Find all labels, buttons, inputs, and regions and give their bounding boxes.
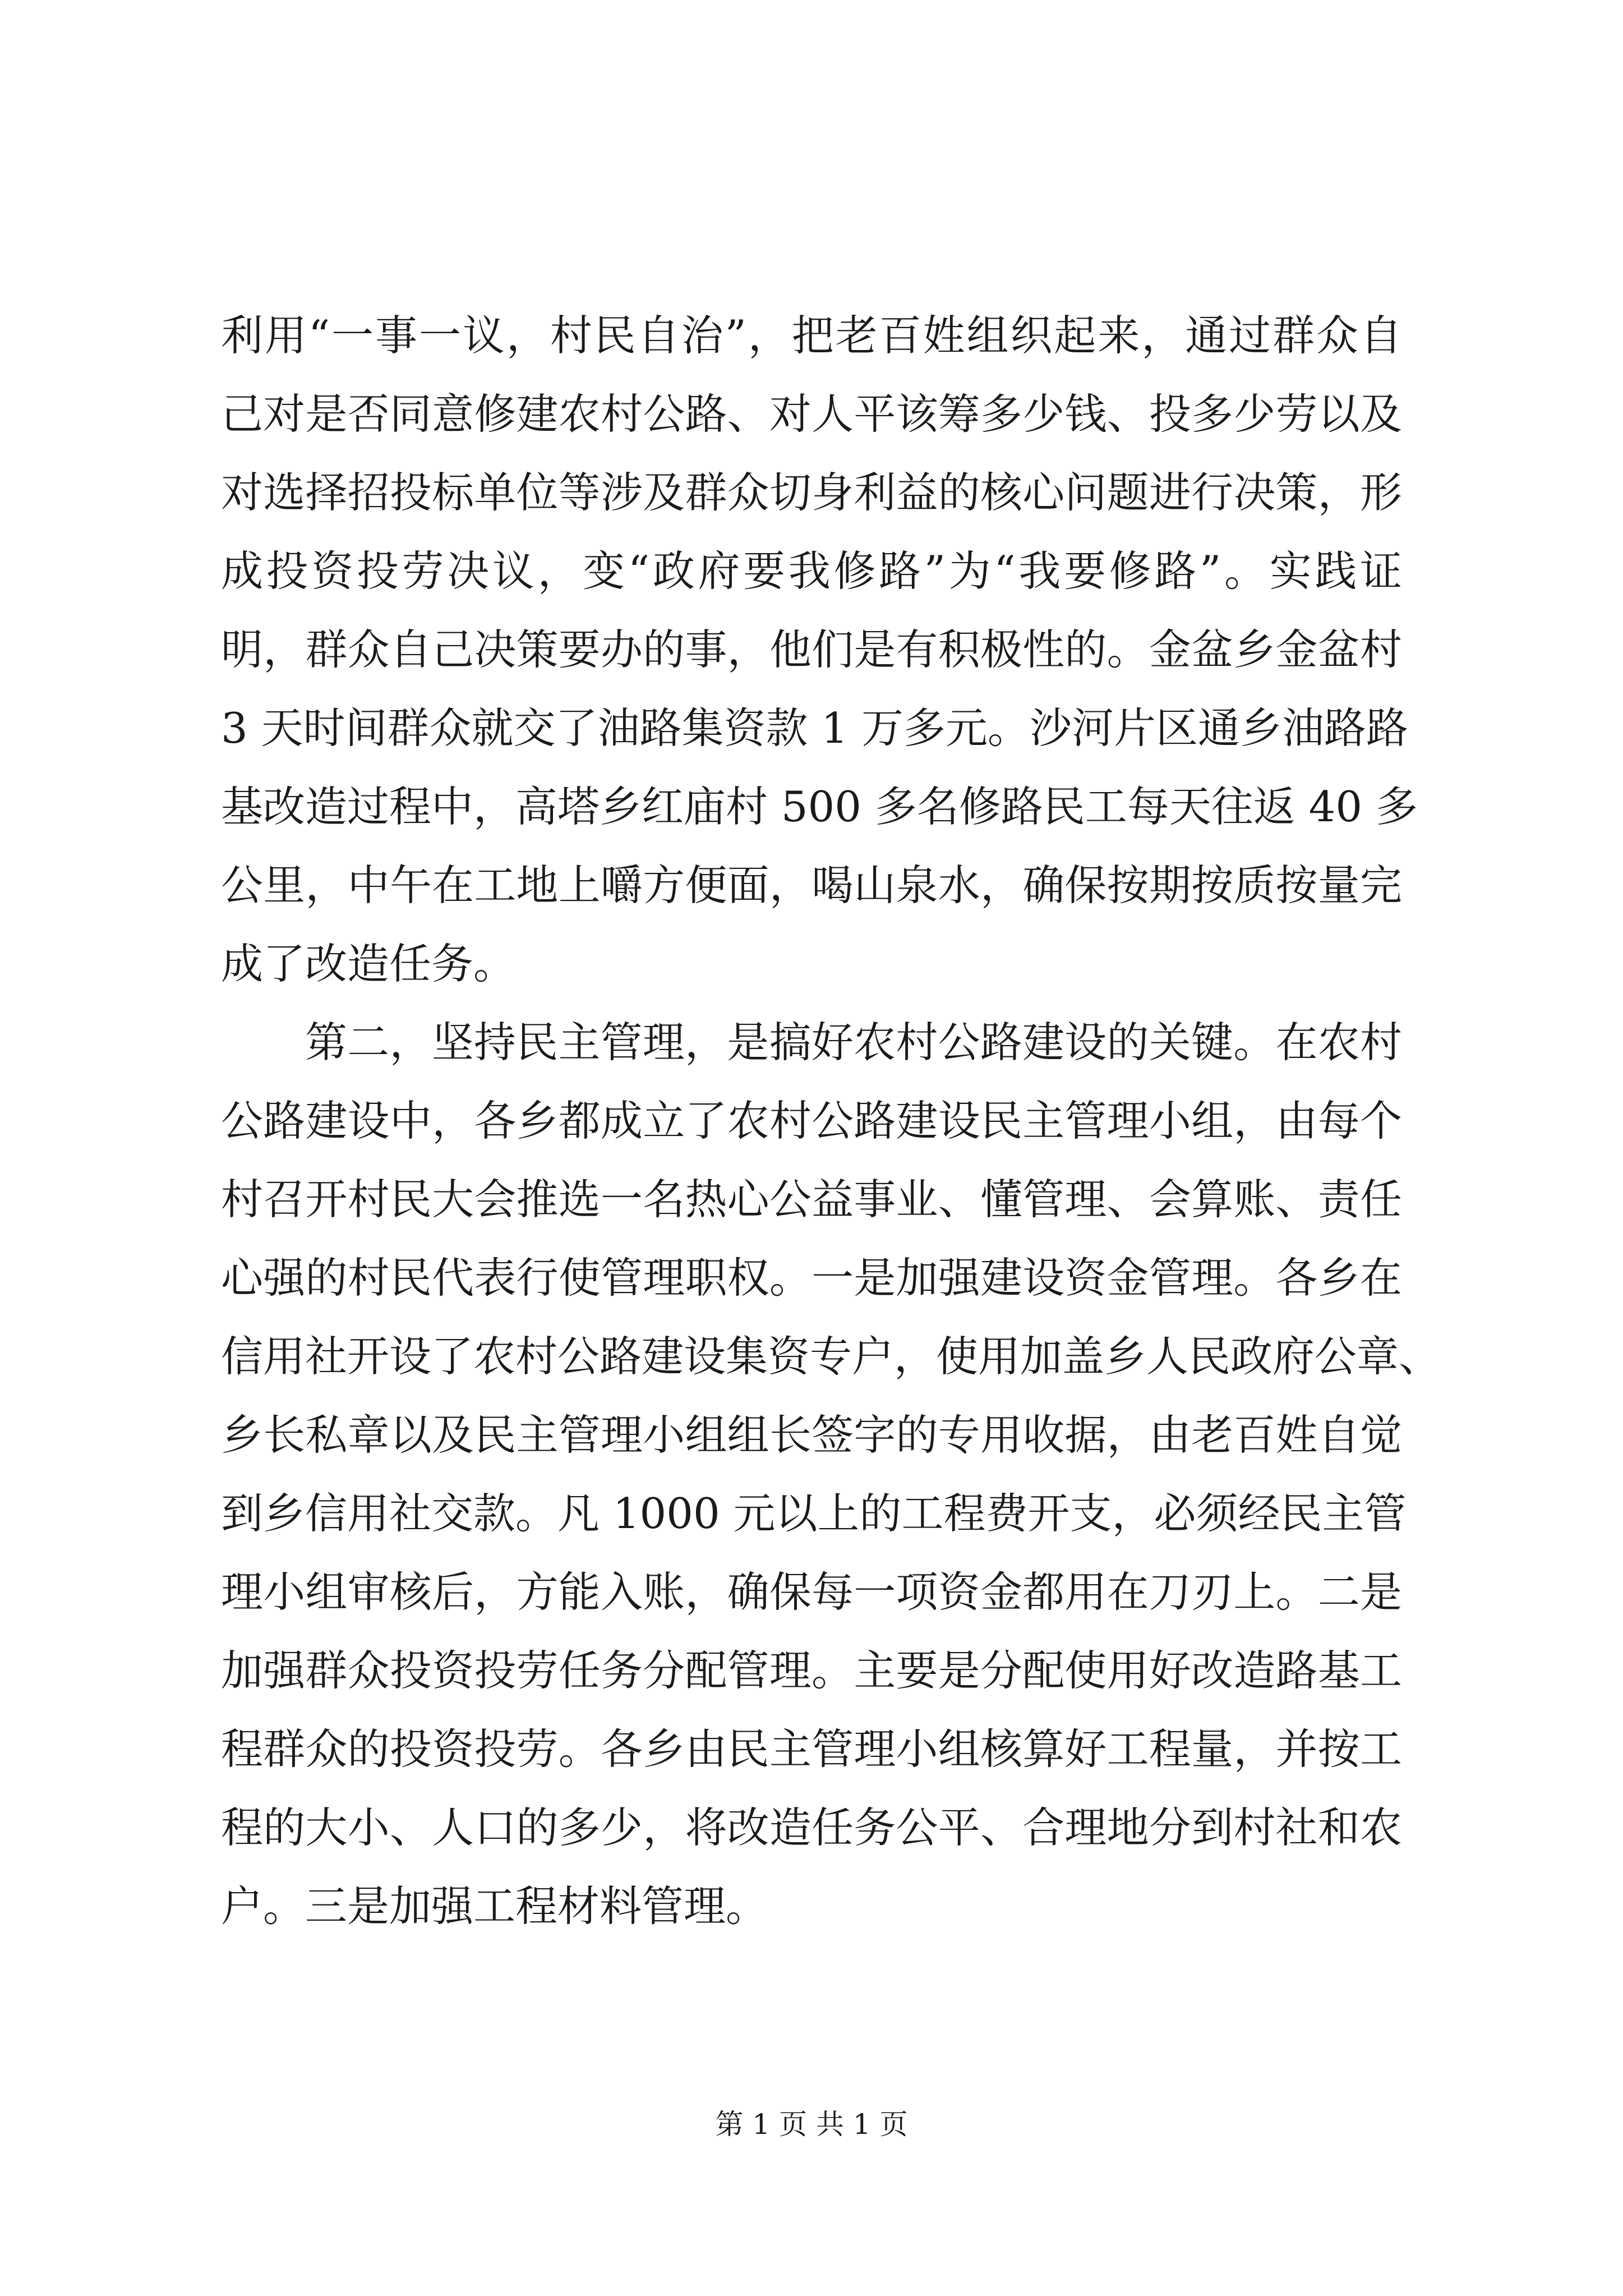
paragraph-line: 利用“一事一议，村民自治”，把老百姓组织起来，通过群众自: [221, 311, 1402, 360]
paragraph-line: 心强的村民代表行使管理职权。一是加强建设资金管理。各乡在: [221, 1253, 1402, 1303]
paragraph-2: [221, 1003, 1441, 1945]
paragraph-line: 理小组审核后，方能入账，确保每一项资金都用在刀刃上。二是: [221, 1567, 1402, 1617]
paragraph-line: 己对是否同意修建农村公路、对人平该筹多少钱、投多少劳以及: [221, 389, 1402, 439]
paragraph-1: [221, 296, 1418, 1003]
paragraph-line: 3 天时间群众就交了油路集资款 1 万多元。沙河片区通乡油路路: [221, 703, 1408, 753]
paragraph-line: 信用社开设了农村公路建设集资专户，使用加盖乡人民政府公章、: [221, 1332, 1441, 1381]
paragraph-line: 对选择招投标单位等涉及群众切身利益的核心问题进行决策，形: [221, 468, 1402, 517]
paragraph-line: 公里，中午在工地上嚼方便面，喝山泉水，确保按期按质按量完: [221, 861, 1402, 910]
paragraph-line: 乡长私章以及民主管理小组组长签字的专用收据，由老百姓自觉: [221, 1410, 1402, 1460]
paragraph-line: 成了改造任务。: [221, 939, 516, 988]
paragraph-line: 加强群众投资投劳任务分配管理。主要是分配使用好改造路基工: [221, 1646, 1402, 1695]
paragraph-line: 第二，坚持民主管理，是搞好农村公路建设的关键。在农村: [305, 1018, 1402, 1067]
page-footer: [0, 2105, 1623, 2144]
paragraph-line: 程群众的投资投劳。各乡由民主管理小组核算好工程量，并按工: [221, 1724, 1402, 1774]
document-body: [221, 296, 1441, 1945]
paragraph-line: 成投资投劳决议，变“政府要我修路”为“我要修路”。实践证: [221, 546, 1402, 596]
paragraph-line: 村召开村民大会推选一名热心公益事业、懂管理、会算账、责任: [221, 1175, 1402, 1224]
paragraph-line: 到乡信用社交款。凡 1000 元以上的工程费开支，必须经民主管: [221, 1489, 1407, 1538]
page-number: 第 1 页 共 1 页: [715, 2108, 908, 2141]
paragraph-line: 户。三是加强工程材料管理。: [221, 1881, 768, 1931]
paragraph-line: 程的大小、人口的多少，将改造任务公平、合理地分到村社和农: [221, 1803, 1402, 1852]
paragraph-line: 基改造过程中，高塔乡红庙村 500 多名修路民工每天往返 40 多: [221, 782, 1418, 831]
paragraph-line: 公路建设中，各乡都成立了农村公路建设民主管理小组，由每个: [221, 1096, 1402, 1145]
paragraph-line: 明，群众自己决策要办的事，他们是有积极性的。金盆乡金盆村: [221, 625, 1402, 674]
